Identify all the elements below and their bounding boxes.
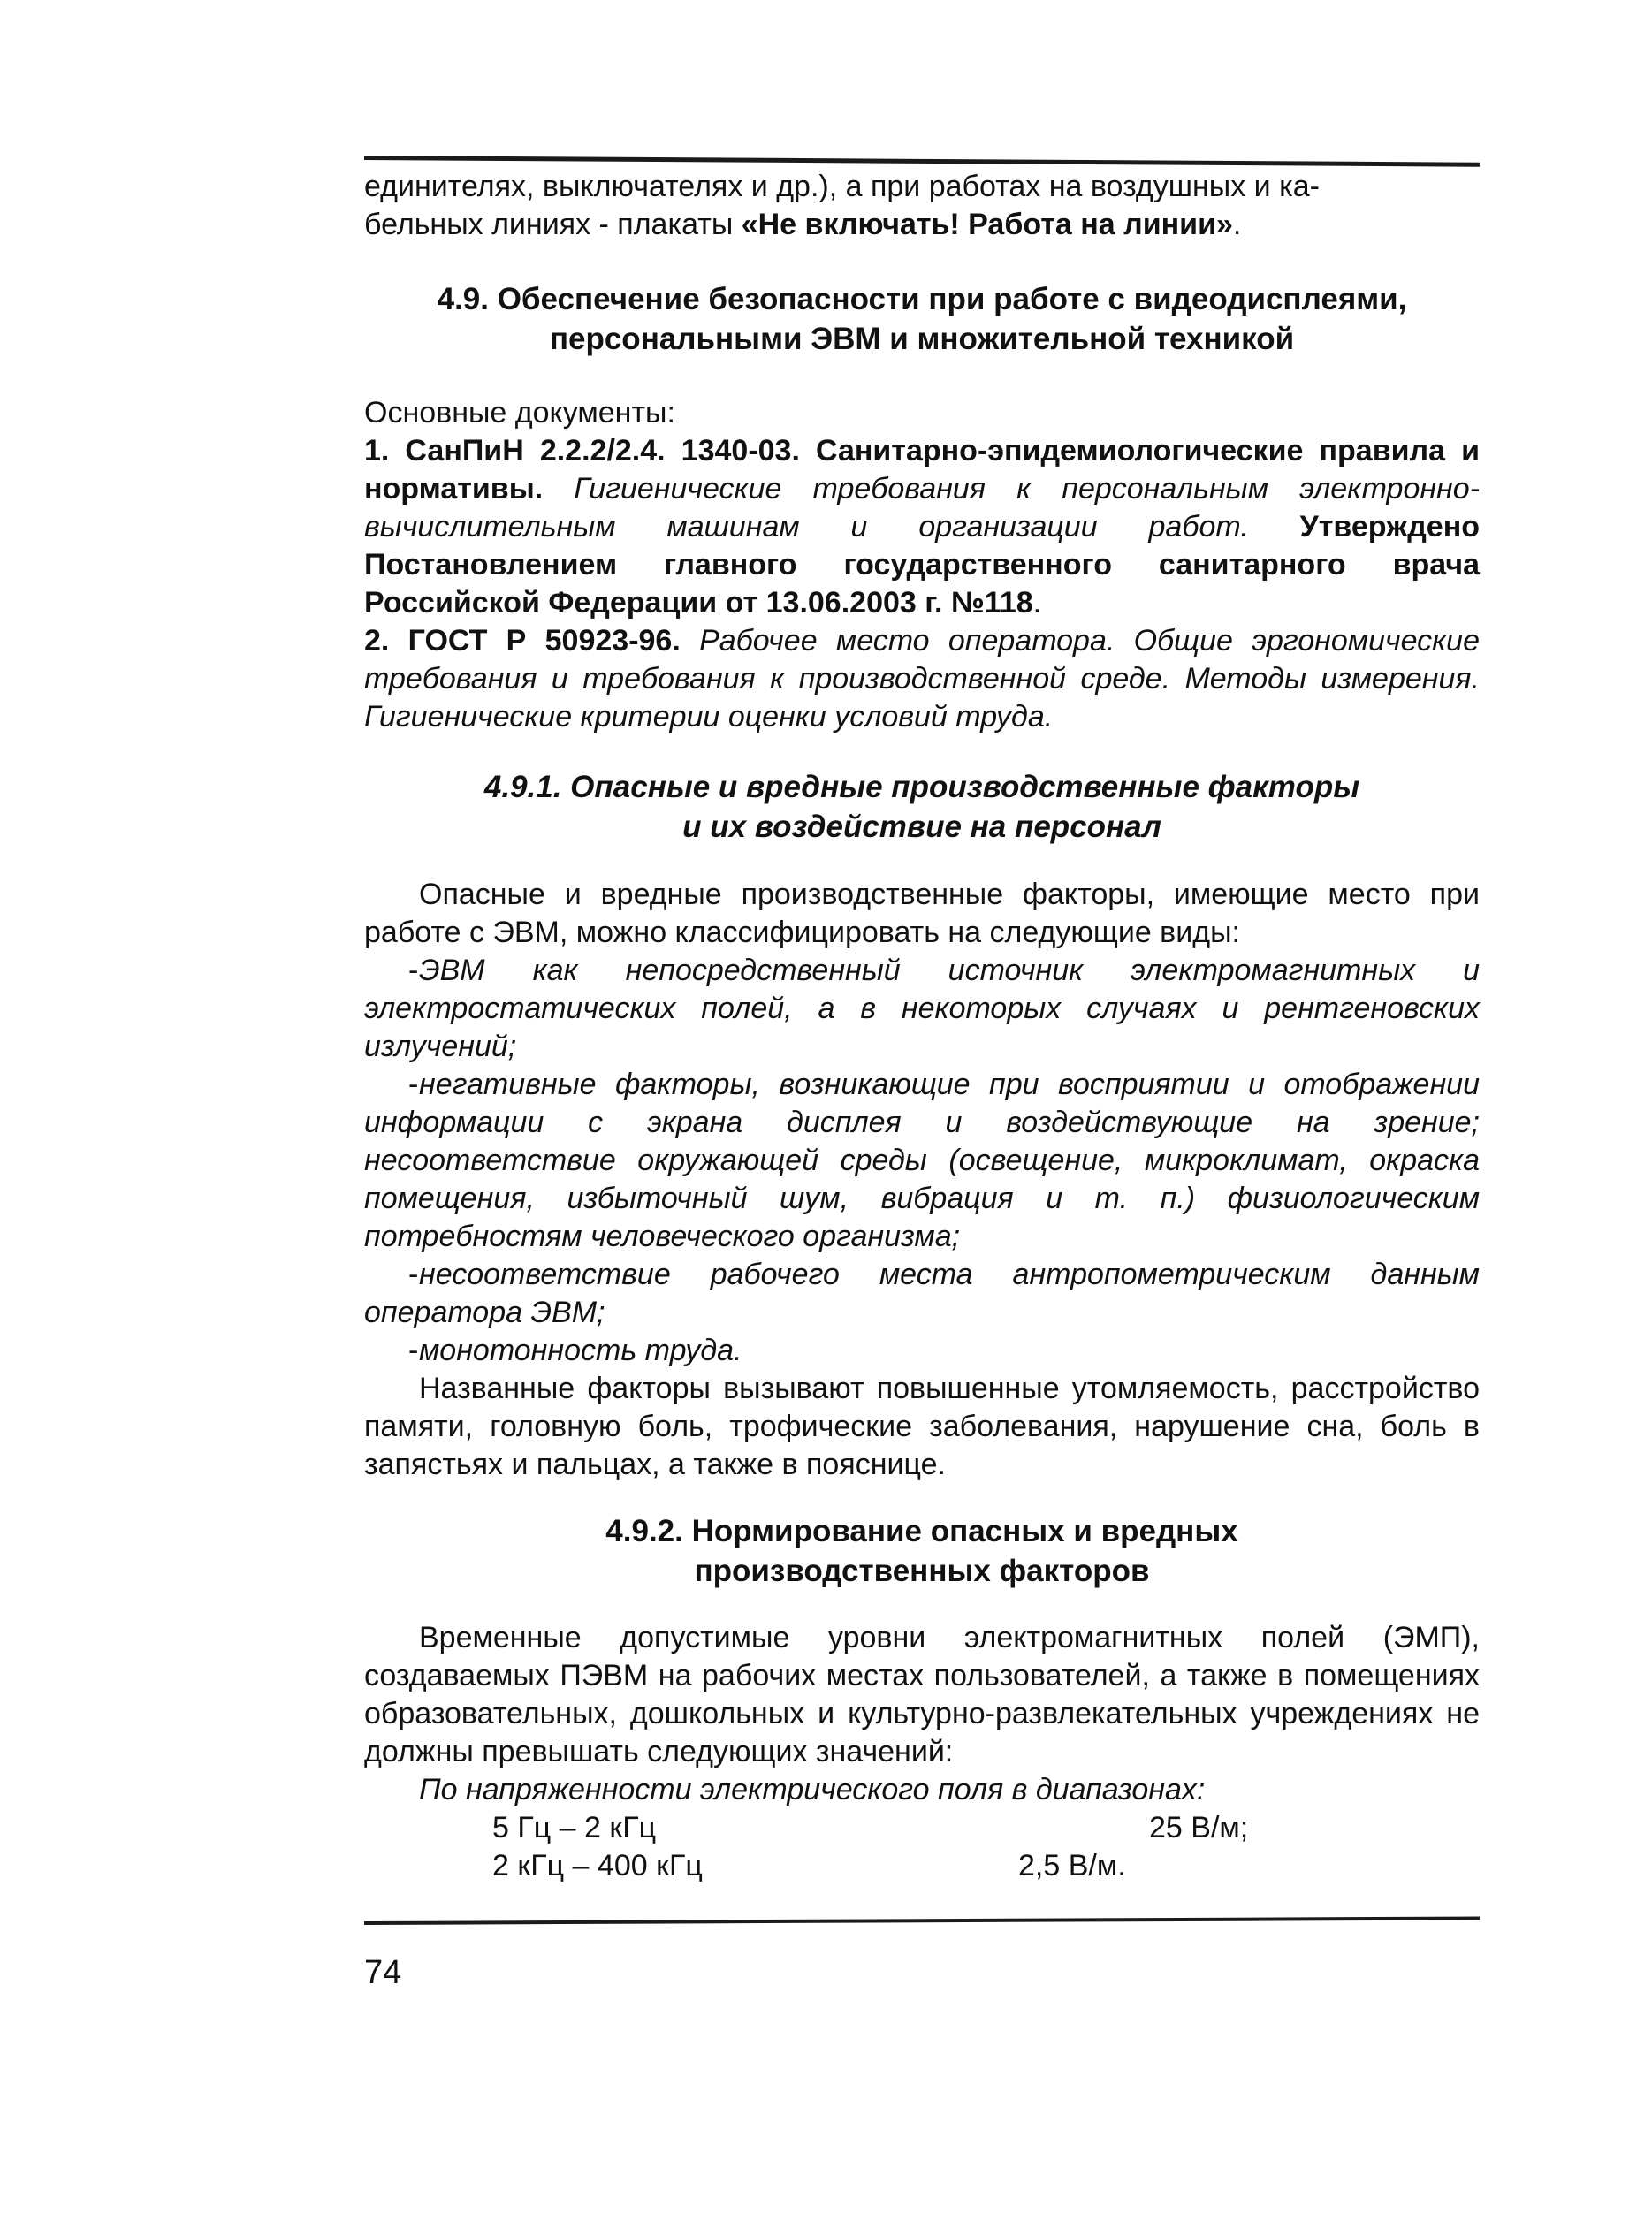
section-title-line-2: персональными ЭВМ и множительной техникой xyxy=(549,322,1295,356)
subsection-4-9-2-title xyxy=(364,1511,1480,1591)
factors-intro: Опасные и вредные производственные факторы, имеющие место при работе с ЭВМ, можно классифицировать на следующие виды: xyxy=(364,878,1480,949)
subsection-4-9-2-body xyxy=(364,1619,1480,1885)
document-1-approval: Утверждено Постановлением главного государственного санитарного врача Российской Федерации от 13.06.2003 г. №118 xyxy=(364,510,1480,620)
bullet-dash: - xyxy=(408,1334,419,1367)
field-strength-heading: По напряженности электрического поля в диапазонах: xyxy=(419,1773,1206,1806)
documents-list xyxy=(364,394,1480,736)
bottom-rule xyxy=(364,1916,1480,1925)
limit-row xyxy=(364,1847,1480,1885)
document-2-title: Рабочее место оператора. Общие эргономические требования и требования к производственной среде. Методы измерения. Гигиенические критерии оценки условий труда. xyxy=(364,624,1480,734)
subsection-4-9-1-body xyxy=(364,876,1480,1484)
document-1-end: . xyxy=(1032,586,1042,620)
subsection-1-title-line-1: 4.9.1. Опасные и вредные производственные факторы xyxy=(483,770,1360,804)
subsection-2-title-line-1: 4.9.2. Нормирование опасных и вредных xyxy=(605,1514,1238,1548)
book-page xyxy=(364,148,1485,2004)
document-1-title: Гигиенические требования к персональным электронно-вычислительным машинам и организации работ. xyxy=(364,472,1480,544)
subsection-1-title-line-2: и их воздействие на персонал xyxy=(682,810,1161,844)
page-number: 74 xyxy=(364,1954,402,1991)
documents-heading: Основные документы: xyxy=(364,396,675,430)
continuation-line-2 xyxy=(364,206,1480,244)
document-1 xyxy=(364,432,1480,622)
limit-value: 2,5 В/м. xyxy=(1018,1849,1126,1882)
section-title xyxy=(364,279,1480,359)
document-2 xyxy=(364,622,1480,736)
limit-row xyxy=(364,1809,1480,1847)
factor-item xyxy=(364,1256,1480,1332)
warning-poster-text: «Не включать! Работа на линии» xyxy=(741,208,1233,241)
factor-item xyxy=(364,1332,1480,1370)
frequency-band: 5 Гц – 2 кГц xyxy=(492,1811,657,1844)
continuation-paragraph xyxy=(364,168,1480,244)
factor-item-text: несоответствие рабочего места антропометрическим данным оператора ЭВМ; xyxy=(364,1258,1480,1329)
document-1-code: 1. СанПиН 2.2.2/2.4. 1340-03. Санитарно-эпидемиологические правила и нормативы. xyxy=(364,434,1480,506)
factor-item xyxy=(364,1066,1480,1256)
factor-item xyxy=(364,952,1480,1066)
factor-item-text: монотонность труда. xyxy=(419,1334,742,1367)
frequency-band: 2 кГц – 400 кГц xyxy=(492,1849,703,1882)
limit-value: 25 В/м; xyxy=(1149,1811,1249,1844)
bullet-dash: - xyxy=(408,1068,419,1101)
factor-item-text: негативные факторы, возникающие при восприятии и отображении информации с экрана дисплея и воздействующие на зрение; несоответствие окружающей среды (освещение, микроклимат, окраска помещения, избыточный шум, вибрация и т. п.) физиологическим потребностям человеческого организма; xyxy=(364,1068,1480,1253)
top-rule xyxy=(364,156,1480,167)
document-2-code: 2. ГОСТ Р 50923-96. xyxy=(364,624,681,658)
factor-item-text: ЭВМ как непосредственный источник электромагнитных и электростатических полей, а в некоторых случаях и рентгеновских излучений; xyxy=(364,954,1480,1063)
subsection-4-9-1-title xyxy=(364,767,1480,847)
section-title-line-1: 4.9. Обеспечение безопасности при работе с видеодисплеями, xyxy=(437,282,1407,316)
bullet-dash: - xyxy=(408,954,419,987)
subsection-2-title-line-2: производственных факторов xyxy=(694,1554,1150,1588)
bullet-dash: - xyxy=(408,1258,419,1291)
continuation-end: . xyxy=(1232,208,1242,241)
continuation-text: бельных линиях - плакаты xyxy=(364,208,742,241)
continuation-line-1: единителях, выключателях и др.), а при работах на воздушных и ка- xyxy=(364,170,1320,203)
factors-consequences: Названные факторы вызывают повышенные утомляемость, расстройство памяти, головную боль, трофические заболевания, нарушение сна, боль в запястьях и пальцах, а также в пояснице. xyxy=(364,1372,1480,1481)
emf-limits-intro: Временные допустимые уровни электромагнитных полей (ЭМП), создаваемых ПЭВМ на рабочих местах пользователей, а также в помещениях образовательных, дошкольных и культурно-развлекательных учреждениях не должны превышать следующих значений: xyxy=(364,1621,1480,1768)
